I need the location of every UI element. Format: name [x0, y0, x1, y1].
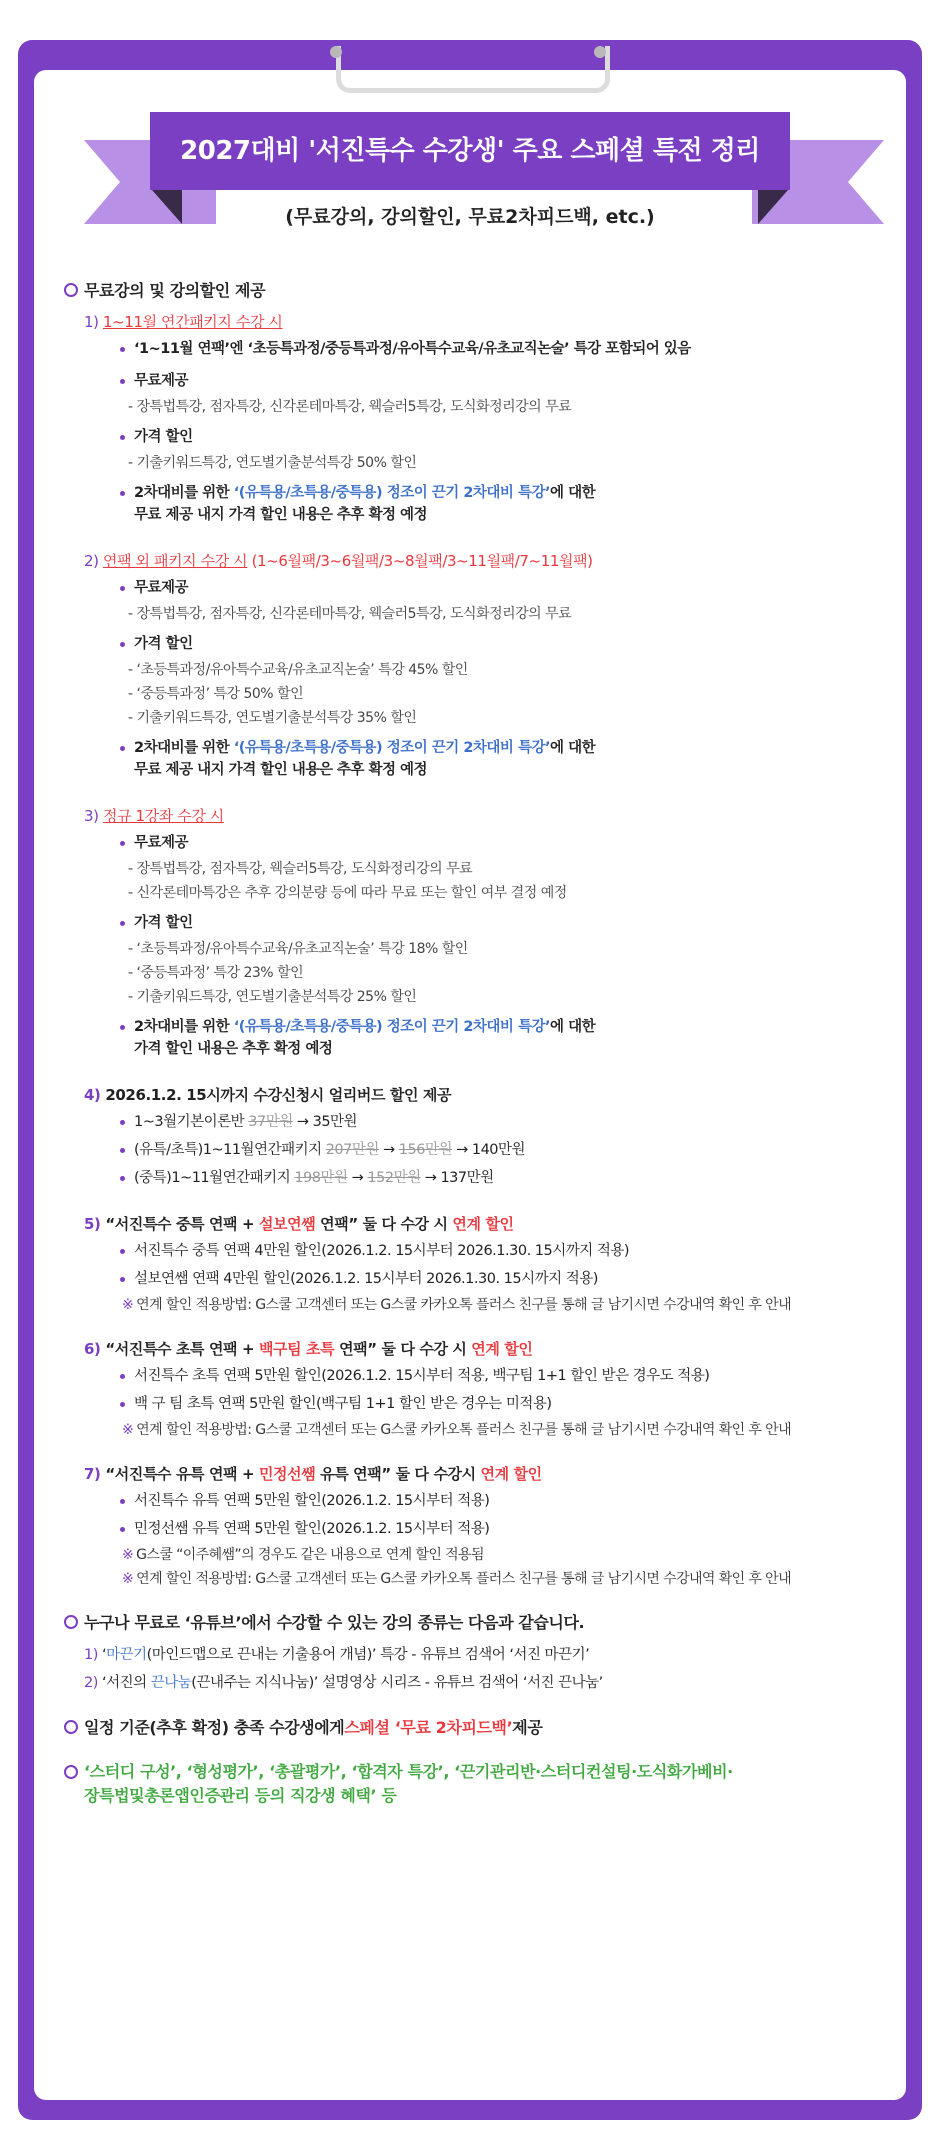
detail-line: - 장특법특강, 점자특강, 웩슬러5특강, 도식화정리강의 무료 — [128, 861, 473, 877]
page-title: 2027대비 '서진특수 수강생' 주요 스페셜 특전 정리 — [150, 112, 790, 190]
section-heading: ‘스터디 구성’, ‘형성평가’, ‘총괄평가’, ‘합격자 특강’, ‘끈기관리반·스터디컨설팅·도식화가베비· 장특법및총론앱인증관리 등의 직강생 혜택’ 등 — [64, 1760, 894, 1808]
ring-bullet-icon — [64, 283, 78, 297]
detail-line: - ‘초등특과정/유아특수교육/유초교직논술’ 특강 45% 할인 — [128, 662, 468, 678]
list-item: 무료제공 — [120, 832, 894, 854]
note-line: ※ 연계 할인 적용방법: G스쿨 고객센터 또는 G스쿨 카카오톡 플러스 친구를 통해 글 남기시면 수강내역 확인 후 안내 — [122, 1422, 792, 1438]
section-heading: 무료강의 및 강의할인 제공 — [64, 278, 894, 301]
ring-bullet-icon — [64, 1720, 78, 1734]
list-item: 백 구 팀 초특 연팩 5만원 할인(백구팀 1+1 할인 받은 경우는 미적용) — [120, 1393, 894, 1415]
sub-heading: 3) 정규 1강좌 수강 시 — [84, 807, 224, 825]
list-item: 가격 할인 — [120, 426, 894, 448]
price-row: (유특/초특)1~11월연간패키지 207만원 → 156만원 → 140만원 — [120, 1139, 894, 1161]
sub-heading: 2) 연팩 외 패키지 수강 시 (1~6월팩/3~6월팩/3~8월팩/3~11월팩/7~11월팩) — [84, 552, 593, 570]
list-item: 서진특수 유특 연팩 5만원 할인(2026.1.2. 15시부터 적용) — [120, 1490, 894, 1512]
section-heading: 누구나 무료로 ‘유튜브’에서 수강할 수 있는 강의 종류는 다음과 같습니다. — [64, 1610, 894, 1633]
detail-line: - ‘중등특과정’ 특강 23% 할인 — [128, 965, 304, 981]
list-item: 가격 할인 — [120, 912, 894, 934]
hanger-decoration — [336, 46, 610, 93]
page-subtitle: (무료강의, 강의할인, 무료2차피드백, etc.) — [285, 206, 655, 228]
detail-line: - 기출키워드특강, 연도별기출분석특강 35% 할인 — [128, 710, 417, 726]
pin-icon — [594, 46, 606, 58]
youtube-item: 1) ‘마끈기(마인드맵으로 끈내는 기출용어 개념)’ 특강 - 유튜브 검색어 ‘서진 마끈기’ — [84, 1647, 590, 1663]
list-item: 2차대비를 위한 ‘(유특용/초특용/중특용) 정조이 끈기 2차대비 특강’에 대한 무료 제공 내지 가격 할인 내용은 추후 확정 예정 — [120, 482, 894, 526]
detail-line: - 장특법특강, 점자특강, 신각론테마특강, 웩슬러5특강, 도식화정리강의 무료 — [128, 606, 572, 622]
list-item: 민정선쌤 유특 연팩 5만원 할인(2026.1.2. 15시부터 적용) — [120, 1518, 894, 1540]
sub-heading: 4) 2026.1.2. 15시까지 수강신청시 얼리버드 할인 제공 — [84, 1086, 452, 1104]
list-item: 가격 할인 — [120, 633, 894, 655]
pin-icon — [330, 46, 342, 58]
note-line: ※ G스쿨 “이주혜쌤”의 경우도 같은 내용으로 연계 할인 적용됨 — [122, 1547, 484, 1563]
ring-bullet-icon — [64, 1765, 78, 1779]
list-item: 설보연쌤 연팩 4만원 할인(2026.1.2. 15시부터 2026.1.30. 15시까지 적용) — [120, 1268, 894, 1290]
list-item: 2차대비를 위한 ‘(유특용/초특용/중특용) 정조이 끈기 2차대비 특강’에 대한 무료 제공 내지 가격 할인 내용은 추후 확정 예정 — [120, 737, 894, 781]
price-row: 1~3월기본이론반 37만원 → 35만원 — [120, 1111, 894, 1133]
detail-line: - 기출키워드특강, 연도별기출분석특강 25% 할인 — [128, 989, 417, 1005]
note-line: ※ 연계 할인 적용방법: G스쿨 고객센터 또는 G스쿨 카카오톡 플러스 친구를 통해 글 남기시면 수강내역 확인 후 안내 — [122, 1571, 792, 1587]
main-content — [64, 278, 894, 1818]
note-line: ※ 연계 할인 적용방법: G스쿨 고객센터 또는 G스쿨 카카오톡 플러스 친구를 통해 글 남기시면 수강내역 확인 후 안내 — [122, 1297, 792, 1313]
list-item: 무료제공 — [120, 370, 894, 392]
section-heading: 일정 기준(추후 확정) 충족 수강생에게 스페셜 ‘무료 2차피드백’ 제공 — [64, 1715, 894, 1738]
ring-bullet-icon — [64, 1615, 78, 1629]
sub-heading: 5) “서진특수 중특 연팩 + 설보연쌤 연팩” 둘 다 수강 시 연계 할인 — [84, 1215, 514, 1233]
sub-heading: 6) “서진특수 초특 연팩 + 백구팀 초특 연팩” 둘 다 수강 시 연계 할인 — [84, 1340, 533, 1358]
sub-heading: 1) 1~11월 연간패키지 수강 시 — [84, 313, 283, 331]
list-item: 서진특수 초특 연팩 5만원 할인(2026.1.2. 15시부터 적용, 백구팀 1+1 할인 받은 경우도 적용) — [120, 1365, 894, 1387]
list-item: 서진특수 중특 연팩 4만원 할인(2026.1.2. 15시부터 2026.1.30. 15시까지 적용) — [120, 1240, 894, 1262]
list-item: 2차대비를 위한 ‘(유특용/초특용/중특용) 정조이 끈기 2차대비 특강’에 대한 가격 할인 내용은 추후 확정 예정 — [120, 1016, 894, 1060]
detail-line: - 신각론테마특강은 추후 강의분량 등에 따라 무료 또는 할인 여부 결정 예정 — [128, 885, 567, 901]
detail-line: - 기출키워드특강, 연도별기출분석특강 50% 할인 — [128, 455, 417, 471]
list-item: 무료제공 — [120, 577, 894, 599]
price-row: (중특)1~11월연간패키지 198만원 → 152만원 → 137만원 — [120, 1167, 894, 1189]
detail-line: - 장특법특강, 점자특강, 신각론테마특강, 웩슬러5특강, 도식화정리강의 무료 — [128, 399, 572, 415]
detail-line: - ‘초등특과정/유아특수교육/유초교직논술’ 특강 18% 할인 — [128, 941, 468, 957]
detail-line: - ‘중등특과정’ 특강 50% 할인 — [128, 686, 304, 702]
youtube-item: 2) ‘서진의 끈나눔(끈내주는 지식나눔)’ 설명영상 시리즈 - 유튜브 검색어 ‘서진 끈나눔’ — [84, 1675, 603, 1691]
sub-heading: 7) “서진특수 유특 연팩 + 민정선쌤 유특 연팩” 둘 다 수강시 연계 할인 — [84, 1465, 542, 1483]
list-item: ‘1~11월 연팩’엔 ‘초등특과정/중등특과정/유아특수교육/유초교직논술’ 특강 포함되어 있음 — [120, 338, 894, 360]
